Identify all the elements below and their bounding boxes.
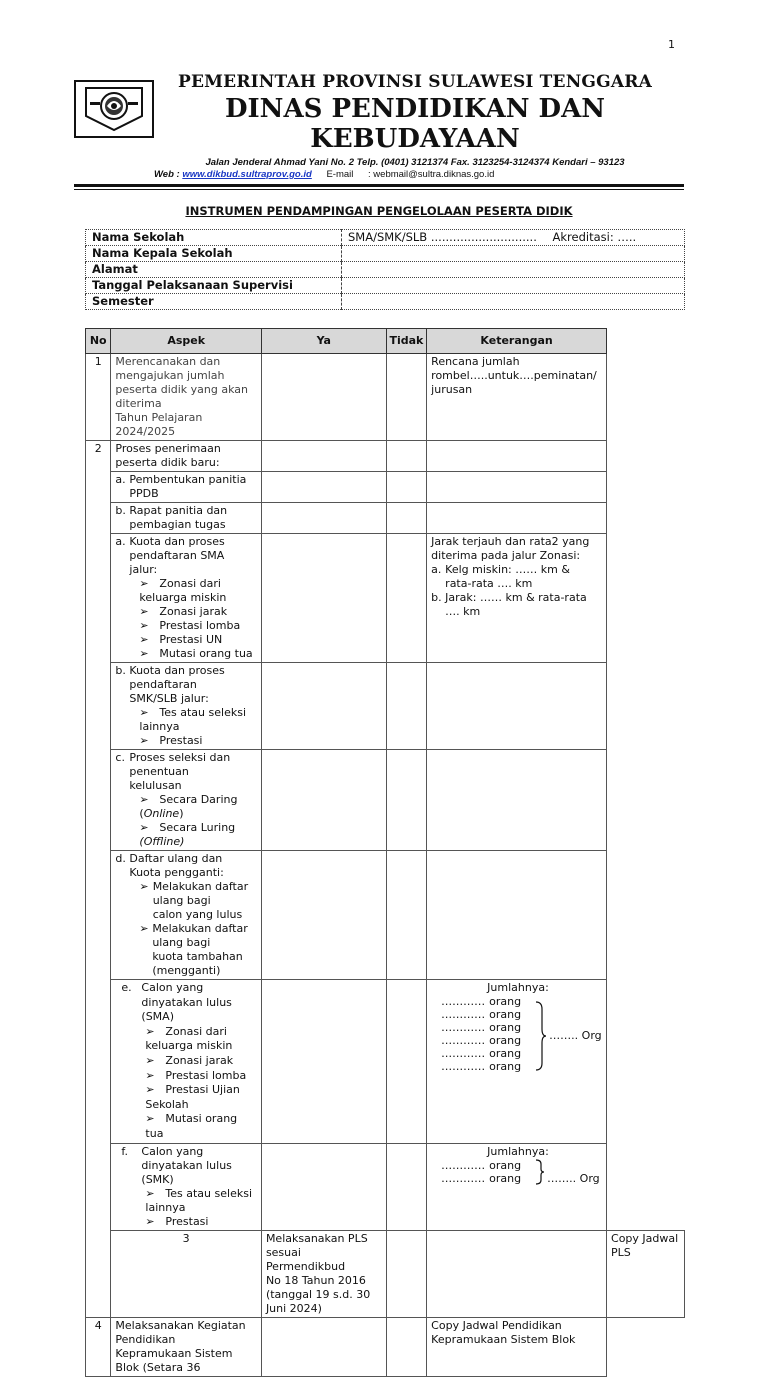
arrow-bullet-icon: ➢ — [145, 1053, 155, 1067]
count-blank: ………… — [441, 1034, 486, 1047]
list-item: Prestasi UN — [159, 633, 223, 646]
ket-text: Jarak terjauh dan rata2 yang — [431, 535, 590, 548]
table-row — [86, 1143, 685, 1230]
list-item: Zonasi jarak — [159, 605, 228, 618]
list-item: calon yang lulus — [152, 908, 243, 921]
ya-cell[interactable] — [386, 1230, 427, 1317]
table-row — [86, 1230, 685, 1317]
count-unit: orang — [489, 1034, 522, 1047]
aspek-text: Juni 2024) — [265, 1301, 322, 1315]
item-marker: f. — [121, 1144, 128, 1158]
ket-text: Jarak: …… km & rata-rata — [445, 591, 587, 604]
table-row — [86, 663, 685, 750]
ya-cell[interactable] — [261, 980, 386, 1144]
item-marker: c. — [115, 751, 125, 764]
count-blank: ………… — [441, 995, 486, 1008]
table-row — [86, 354, 685, 441]
row-number: 3 — [111, 1230, 262, 1317]
tidak-cell[interactable] — [386, 1143, 427, 1230]
arrow-bullet-icon: ➢ — [139, 605, 149, 618]
count-unit: orang — [489, 1158, 522, 1172]
list-item: Prestasi — [165, 1214, 209, 1228]
identity-row — [86, 294, 685, 310]
list-item: Secara Daring ( — [139, 793, 238, 820]
ya-cell[interactable] — [261, 663, 386, 750]
aspek-text: peserta didik yang akan diterima — [115, 383, 249, 410]
aspek-cell — [111, 1143, 262, 1230]
table-header-row — [86, 329, 685, 354]
aspek-cell — [111, 750, 262, 851]
tidak-cell[interactable] — [427, 1230, 607, 1317]
list-item: Melakukan daftar ulang bagi — [152, 880, 249, 907]
ket-text: rombel…..untuk….peminatan/ — [431, 369, 597, 382]
aspek-text: Rapat panitia dan pembagian tugas — [129, 504, 228, 531]
count-total: …….. Org — [549, 1029, 602, 1042]
arrow-bullet-icon: ➢ — [145, 1024, 155, 1038]
arrow-bullet-icon: ➢ — [139, 619, 149, 632]
keterangan-cell[interactable] — [427, 851, 607, 980]
tidak-cell[interactable] — [386, 354, 427, 441]
instrument-table — [85, 328, 685, 1377]
col-header-aspek: Aspek — [111, 329, 262, 354]
item-marker: e. — [121, 981, 132, 994]
identity-value[interactable] — [342, 246, 685, 262]
arrow-bullet-icon: ➢ — [139, 577, 149, 590]
item-marker: a. — [115, 535, 126, 548]
keterangan-cell[interactable] — [427, 750, 607, 851]
count-blank: ………… — [441, 1021, 486, 1034]
count-blank: ………… — [441, 1008, 486, 1021]
aspek-text: Calon yang dinyatakan lulus (SMA) — [141, 981, 232, 1024]
header-address: Jalan Jenderal Ahmad Yani No. 2 Telp. (0401) 3121374 Fax. 3123254-3124374 Kendari – 93123 — [205, 157, 625, 168]
row-number: 2 — [86, 441, 111, 1318]
aspek-text: SMK/SLB jalur: — [129, 692, 209, 705]
list-item: Prestasi lomba — [165, 1068, 247, 1082]
header-rule-thick — [74, 184, 684, 187]
tidak-cell[interactable] — [386, 1317, 427, 1376]
list-item: Secara Luring — [159, 821, 236, 834]
tidak-cell[interactable] — [386, 851, 427, 980]
identity-row — [86, 278, 685, 294]
aspek-text: kelulusan — [129, 779, 182, 792]
identity-label: Nama Sekolah — [86, 230, 342, 246]
count-blank: ………… — [441, 1060, 486, 1073]
arrow-bullet-icon: ➢ — [139, 647, 149, 660]
aspek-text: Kuota dan proses pendaftaran — [129, 664, 225, 691]
arrow-bullet-icon: ➢ — [139, 734, 149, 747]
list-item: Zonasi jarak — [165, 1053, 234, 1067]
item-marker: a. — [431, 563, 442, 576]
keterangan-cell[interactable] — [427, 354, 607, 441]
identity-row — [86, 230, 685, 246]
count-blank: ………… — [441, 1158, 486, 1172]
header-contact — [154, 169, 494, 180]
ya-cell[interactable] — [261, 1317, 386, 1376]
count-total: …….. Org — [547, 1171, 600, 1185]
ket-text: Rencana jumlah — [431, 355, 520, 368]
list-item: Tes atau seleksi lainnya — [139, 706, 246, 733]
aspek-cell — [111, 534, 262, 663]
arrow-bullet-icon: ➢ — [139, 793, 149, 806]
tidak-cell[interactable] — [386, 663, 427, 750]
list-item: kuota tambahan (mengganti) — [152, 950, 243, 977]
keterangan-cell[interactable] — [427, 503, 607, 534]
list-item: Tes atau seleksi lainnya — [145, 1186, 252, 1214]
table-row — [86, 1317, 685, 1376]
list-item: Zonasi dari keluarga miskin — [139, 577, 227, 604]
keterangan-cell[interactable] — [427, 663, 607, 750]
ya-cell[interactable] — [261, 472, 386, 503]
aspek-text: Calon yang dinyatakan lulus (SMK) — [141, 1144, 232, 1186]
arrow-bullet-icon: ➢ — [145, 1214, 155, 1228]
aspek-cell: Proses penerimaan peserta didik baru: — [111, 441, 262, 472]
curly-brace-icon — [535, 1159, 545, 1185]
keterangan-cell[interactable] — [427, 1143, 607, 1230]
identity-table — [85, 229, 685, 310]
row-number: 4 — [86, 1317, 111, 1376]
ket-text: diterima pada jalur Zonasi: — [431, 549, 581, 562]
aspek-text: Daftar ulang dan Kuota pengganti: — [129, 852, 224, 879]
list-item: Melakukan daftar ulang bagi — [152, 922, 248, 949]
table-row — [86, 750, 685, 851]
aspek-cell — [111, 503, 262, 534]
keterangan-cell[interactable] — [427, 534, 607, 663]
arrow-bullet-icon: ➢ — [139, 880, 149, 893]
aspek-cell — [111, 1317, 262, 1376]
ya-cell[interactable] — [261, 354, 386, 441]
list-item: Mutasi orang tua — [145, 1112, 238, 1140]
website-link[interactable]: www.dikbud.sultraprov.go.id — [182, 169, 312, 180]
province-emblem-logo — [74, 80, 154, 138]
ya-cell[interactable] — [261, 441, 386, 472]
aspek-cell — [111, 354, 262, 441]
col-header-no: No — [86, 329, 111, 354]
identity-value[interactable] — [342, 278, 685, 294]
col-header-ya: Ya — [261, 329, 386, 354]
aspek-cell — [111, 980, 262, 1144]
identity-label: Nama Kepala Sekolah — [86, 246, 342, 262]
ket-text: Jumlahnya: — [487, 981, 549, 994]
keterangan-cell[interactable] — [427, 441, 607, 472]
arrow-bullet-icon: ➢ — [139, 922, 149, 935]
item-marker: b. — [115, 664, 126, 677]
ket-text: Jumlahnya: — [487, 1144, 549, 1158]
aspek-text: No 18 Tahun 2016 (tanggal 19 s.d. 30 — [265, 1273, 371, 1301]
list-item-italic: (Offline) — [139, 835, 185, 848]
aspek-cell — [261, 1230, 386, 1317]
ya-cell[interactable] — [261, 851, 386, 980]
aspek-text: jalur: — [129, 563, 158, 576]
keterangan-cell[interactable] — [427, 1317, 607, 1376]
row-number: 1 — [86, 354, 111, 441]
tidak-cell[interactable] — [386, 503, 427, 534]
ket-text: Kelg miskin: …… km & — [445, 563, 570, 576]
arrow-bullet-icon: ➢ — [139, 706, 149, 719]
table-row — [86, 503, 685, 534]
page-number: 1 — [668, 38, 675, 51]
identity-label: Tanggal Pelaksanaan Supervisi — [86, 278, 342, 294]
ket-text: Copy Jadwal Pendidikan — [431, 1318, 562, 1332]
arrow-bullet-icon: ➢ — [145, 1112, 155, 1126]
table-row — [86, 441, 685, 472]
list-item: ) — [179, 807, 184, 820]
count-unit: orang — [489, 1060, 522, 1073]
emblem-icon — [78, 84, 150, 134]
curly-brace-icon — [535, 1001, 547, 1071]
tidak-cell[interactable] — [386, 980, 427, 1144]
count-unit: orang — [489, 995, 522, 1008]
ya-cell[interactable] — [261, 534, 386, 663]
identity-label: Semester — [86, 294, 342, 310]
aspek-text: Pembentukan panitia PPDB — [129, 473, 247, 500]
table-row — [86, 472, 685, 503]
email-value: : webmail@sultra.diknas.go.id — [368, 169, 495, 180]
aspek-cell — [111, 851, 262, 980]
arrow-bullet-icon: ➢ — [139, 821, 149, 834]
tidak-cell[interactable] — [386, 472, 427, 503]
ya-cell[interactable] — [261, 503, 386, 534]
accreditation-value: Akreditasi: ….. — [552, 230, 637, 244]
item-marker: b. — [115, 504, 126, 517]
email-label: E-mail — [326, 169, 354, 180]
header-rule-thin — [74, 189, 684, 190]
keterangan-cell[interactable]: Copy Jadwal PLS — [607, 1230, 685, 1317]
list-item: Prestasi Ujian Sekolah — [145, 1083, 240, 1111]
count-unit: orang — [489, 1021, 522, 1034]
aspek-text: Proses seleksi dan penentuan — [129, 751, 231, 778]
school-type-value: SMA/SMK/SLB ............................. — [348, 230, 537, 244]
list-item: Zonasi dari keluarga miskin — [145, 1024, 233, 1053]
aspek-text: Tahun Pelajaran 2024/2025 — [115, 411, 203, 438]
count-blank: ………… — [441, 1171, 486, 1185]
count-blank: ………… — [441, 1047, 486, 1060]
ket-text: rata-rata …. km — [445, 577, 533, 590]
list-item: Prestasi — [159, 734, 203, 747]
identity-row — [86, 246, 685, 262]
table-row — [86, 980, 685, 1144]
keterangan-cell[interactable] — [427, 472, 607, 503]
identity-value[interactable] — [342, 230, 685, 246]
item-marker: d. — [115, 852, 126, 865]
aspek-text: Kepramukaan Sistem Blok (Setara 36 — [115, 1346, 233, 1374]
identity-value[interactable] — [342, 294, 685, 310]
aspek-text: Merencanakan dan mengajukan jumlah — [115, 355, 225, 382]
arrow-bullet-icon: ➢ — [145, 1083, 155, 1097]
aspek-text: Kuota dan proses pendaftaran SMA — [129, 535, 225, 562]
col-header-tidak: Tidak — [386, 329, 427, 354]
arrow-bullet-icon: ➢ — [145, 1068, 155, 1082]
identity-value[interactable] — [342, 262, 685, 278]
header-office-name: DINAS PENDIDIKAN DAN — [224, 94, 606, 124]
document-title: INSTRUMEN PENDAMPINGAN PENGELOLAAN PESERTA DIDIK — [185, 204, 573, 218]
arrow-bullet-icon: ➢ — [139, 633, 149, 646]
list-item-italic: Online — [143, 807, 180, 820]
ya-cell[interactable] — [261, 750, 386, 851]
item-marker: a. — [115, 473, 126, 486]
count-unit: orang — [489, 1008, 522, 1021]
identity-row — [86, 262, 685, 278]
ket-text: Kepramukaan Sistem Blok — [431, 1332, 576, 1346]
ket-text: …. km — [445, 605, 481, 618]
count-unit: orang — [489, 1047, 522, 1060]
tidak-cell[interactable] — [386, 441, 427, 472]
tidak-cell[interactable] — [386, 750, 427, 851]
aspek-cell — [111, 663, 262, 750]
aspek-text: Melaksanakan Kegiatan Pendidikan — [115, 1318, 246, 1346]
count-unit: orang — [489, 1171, 522, 1185]
aspek-text: Melaksanakan PLS sesuai Permendikbud — [265, 1231, 368, 1273]
identity-label: Alamat — [86, 262, 342, 278]
keterangan-cell[interactable] — [427, 980, 607, 1144]
ket-text: jurusan — [431, 383, 473, 396]
header-office-name-2: KEBUDAYAAN — [310, 124, 520, 154]
web-label: Web : — [154, 169, 180, 180]
ya-cell[interactable] — [261, 1143, 386, 1230]
table-row — [86, 851, 685, 980]
table-row — [86, 534, 685, 663]
list-item: Prestasi lomba — [159, 619, 241, 632]
col-header-keterangan: Keterangan — [427, 329, 607, 354]
aspek-cell — [111, 472, 262, 503]
item-marker: b. — [431, 591, 442, 604]
arrow-bullet-icon: ➢ — [145, 1186, 155, 1200]
tidak-cell[interactable] — [386, 534, 427, 663]
header-government-name: PEMERINTAH PROVINSI SULAWESI TENGGARA — [178, 72, 652, 92]
list-item: Mutasi orang tua — [159, 647, 253, 660]
